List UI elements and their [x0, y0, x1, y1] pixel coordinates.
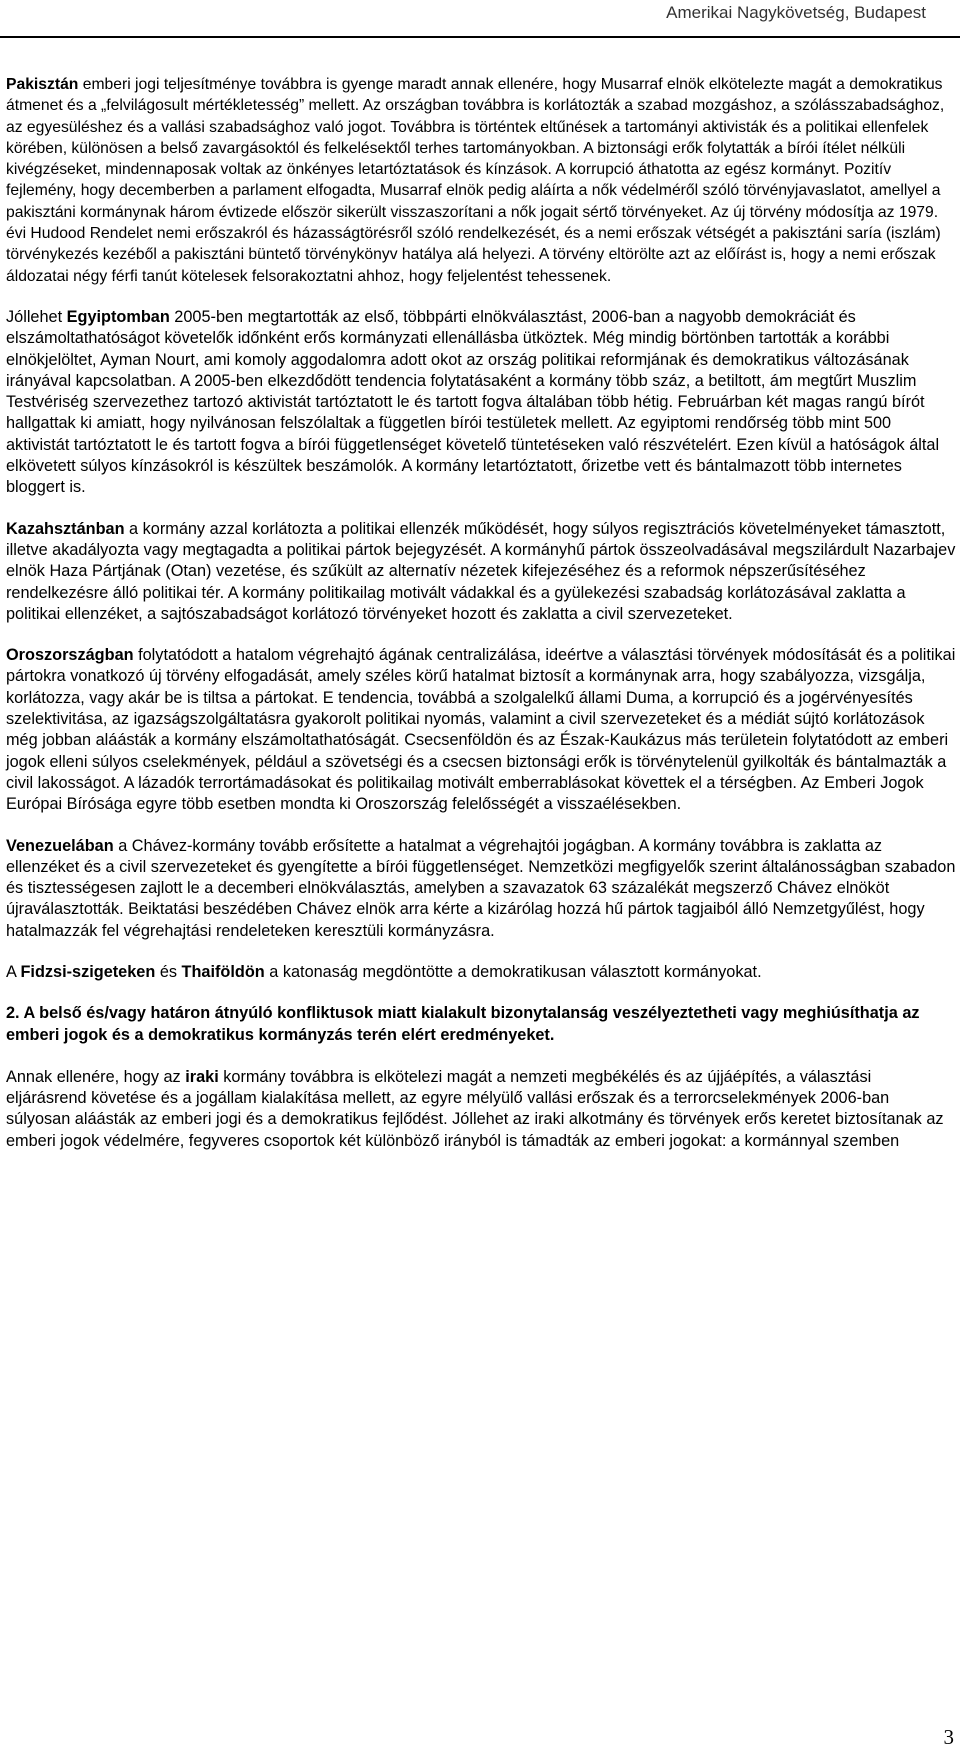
- paragraph-text: a Chávez-kormány tovább erősítette a hatalmat a végrehajtói jogágban. A kormány továbbra is zaklatta az ellenzéket és a civil szervezeteket és gyengítette a bírói függetlenséget. Nemzetközi megfigyelők szerint általánosságban szabadon és tisztességesen zajlott le a decemberi elnökválasztás, amelyben a szavazatok 63 százalékát megszerző Chávez elnököt újraválasztották. Beiktatási beszédében Chávez elnök arra kérte a kizárólag hozzá hű pártok tagjaiból álló Nemzetgyűlést, hogy hatalmazzák fel végrehajtási rendeleteken keresztüli kormányzásra.: [6, 836, 956, 940]
- section-heading: 2. A belső és/vagy határon átnyúló konfliktusok miatt kialakult bizonytalanság veszélyeztetheti vagy meghiúsíthatja az emberi jogok és a demokratikus kormányzás terén elért eredményeket.: [6, 1004, 920, 1044]
- paragraph-pakistan: [6, 74, 956, 287]
- country-venezuela: Venezuelában: [6, 836, 114, 855]
- paragraph-russia: [6, 645, 956, 815]
- paragraph-text: 2005-ben megtartották az első, többpárti elnökválasztást, 2006-ban a nagyobb demokráciát és elszámoltathatóságot követelők időnként erős kormányzati ellenállásba ütköztek. Még mindig börtönben tartották a korábbi elnökjelöltet, Ayman Nourt, ami komoly aggodalomra adott okot az ország politikai reformjának és demokratikus változásának irányával kapcsolatban. A 2005-ben elkezdődött tendencia folytatásaként a kormány több száz, a betiltott, ám megtűrt Muszlim Testvériség szervezethez tartozó aktivistát tartóztatott le és tartott fogva általában több hétig. Februárban két magas rangú bírót hallgattak ki amiatt, hogy nyilvánosan felszólaltak a független bírói testületek mellett. Az egyiptomi rendőrség több mint 500 aktivistát tartóztatott le és tartott fogva a bírói függetlenséget követelő tüntetéseken való részvételért. Ezen kívül a hatóságok által elkövetett súlyos kínzásokról is készültek beszámolók. A kormány letartóztatott, őrizetbe vett és bántalmazott több internetes bloggert is.: [6, 307, 940, 497]
- document-body: [6, 74, 956, 1172]
- country-egypt: Egyiptomban: [66, 307, 170, 326]
- page-number: 3: [943, 1725, 954, 1749]
- paragraph-text: a kormány azzal korlátozta a politikai ellenzék működését, hogy súlyos regisztrációs követelményeket támasztott, illetve akadályozta vagy megtagadta a politikai pártok bejegyzését. A kormányhű pártok összeolvadásával megszilárdult Nazarbajev elnök Haza Pártjának (Otan) vezetése, és szűkült az alternatív nézetek kifejezéséhez és a reformok népszerűsítéséhez rendelkezésre álló politikai tér. A kormány politikailag motivált vádakkal és a gyülekezési szabadság korlátozásával zaklatta a politikai ellenzéket, a sajtószabadságot korlátozó törvényeket hozott és zaklatta a civil szervezeteket.: [6, 519, 956, 623]
- paragraph-iraq: [6, 1067, 956, 1152]
- header-rule: [0, 36, 960, 38]
- paragraph-venezuela: [6, 836, 956, 942]
- paragraph-egypt: [6, 307, 956, 499]
- country-iraq: iraki: [185, 1067, 219, 1086]
- running-header: Amerikai Nagykövetség, Budapest: [666, 3, 926, 22]
- country-pakistan: Pakisztán: [6, 76, 79, 93]
- paragraph-text: a katonaság megdöntötte a demokratikusan választott kormányokat.: [264, 962, 762, 981]
- country-kazakhstan: Kazahsztánban: [6, 519, 125, 538]
- paragraph-mid: és: [155, 962, 182, 981]
- paragraph-pre: Annak ellenére, hogy az: [6, 1067, 186, 1086]
- paragraph-text: emberi jogi teljesítménye továbbra is gyenge maradt annak ellenére, hogy Musarraf elnök elkötelezte magát a demokratikus átmenet és a „felvilágosult mértékletesség” mellett. Az országban továbbra is korlátozták a szabad mozgáshoz, a szólásszabadsághoz, az egyesüléshez és a vallási szabadsághoz való jogot. Továbbra is történtek eltűnések a tartományi aktivisták és a politikai ellenfelek körében, különösen a belső zavargásoktól és felkelésektől terhes tartományokban. A biztonsági erők folytatták a bírói ítélet nélküli kivégzéseket, mindennaposak voltak az önkényes letartóztatások és kínzások. A korrupció áthatotta az egész kormányt. Pozitív fejlemény, hogy decemberben a parlament elfogadta, Musarraf elnök pedig aláírta a nők védelméről szóló törvényjavaslatot, amellyel a pakisztáni kormánynak három évtizede először sikerült visszaszorítani a nők jogait sértő törvényeket. Az új törvény módosítja az 1979. évi Hudood Rendelet nemi erőszakról és házasságtörésről szóló rendelkezését, és a nemi erőszak vétségét a pakisztáni saría (iszlám) törvénykezés kezéből a pakisztáni büntető törvénykönyv hatálya alá helyezi. A törvény eltörölte azt az előírást is, hogy a nemi erőszak áldozatai négy férfi tanút kötelesek felsorakoztatni ahhoz, hogy feljelentést tehessenek.: [6, 76, 945, 285]
- paragraph-fiji-thailand: [6, 962, 956, 983]
- country-russia: Oroszországban: [6, 646, 134, 665]
- paragraph-text: kormány továbbra is elkötelezi magát a nemzeti megbékélés és az újjáépítés, a választási eljárásrend követése és a jogállam kialakítása mellett, az egyre mélyülő vallási erőszak és a terrorcselekmények 2006-ban súlyosan aláásták az emberi jogi és a demokratikus fejlődést. Jóllehet az iraki alkotmány és törvények erős keretet biztosítanak az emberi jogok védelmére, fegyveres csoportok két különböző irányból is támadták az emberi jogokat: a kormánnyal szemben: [6, 1067, 944, 1150]
- paragraph-text: folytatódott a hatalom végrehajtó ágának centralizálása, ideértve a választási törvények módosítását és a politikai pártokra vonatkozó új törvény elfogadását, amely széles körű hatalmat biztosít a kormánynak arra, hogy szabályozza, vizsgálja, korlátozza, vagy akár be is tiltsa a pártokat. E tendencia, továbbá a szolgalelkű állami Duma, a korrupció és a jogérvényesítés szelektivitása, az igazságszolgáltatásra gyakorolt politikai nyomás, valamint a civil szervezeteket és a médiát sújtó korlátozások még jobban aláásták a kormány elszámoltathatóságát. Csecsenföldön és az Észak-Kaukázus más területein folytatódott az emberi jogok elleni súlyos cselekmények, például a szövetségi és a csecsen biztonsági erők is törvénytelenül gyilkolták és bántalmazták a civil lakosságot. A lázadók terrortámadásokat és politikailag motivált emberrablásokat követtek el a térségben. Az Emberi Jogok Európai Bírósága egyre több esetben mondta ki Oroszország felelősségét a visszaélésekben.: [6, 646, 956, 814]
- country-thailand: Thaiföldön: [181, 962, 265, 981]
- paragraph-pre: Jóllehet: [6, 307, 67, 326]
- paragraph-pre: A: [6, 962, 21, 981]
- country-fiji: Fidzsi-szigeteken: [20, 962, 156, 981]
- paragraph-kazakhstan: [6, 519, 956, 625]
